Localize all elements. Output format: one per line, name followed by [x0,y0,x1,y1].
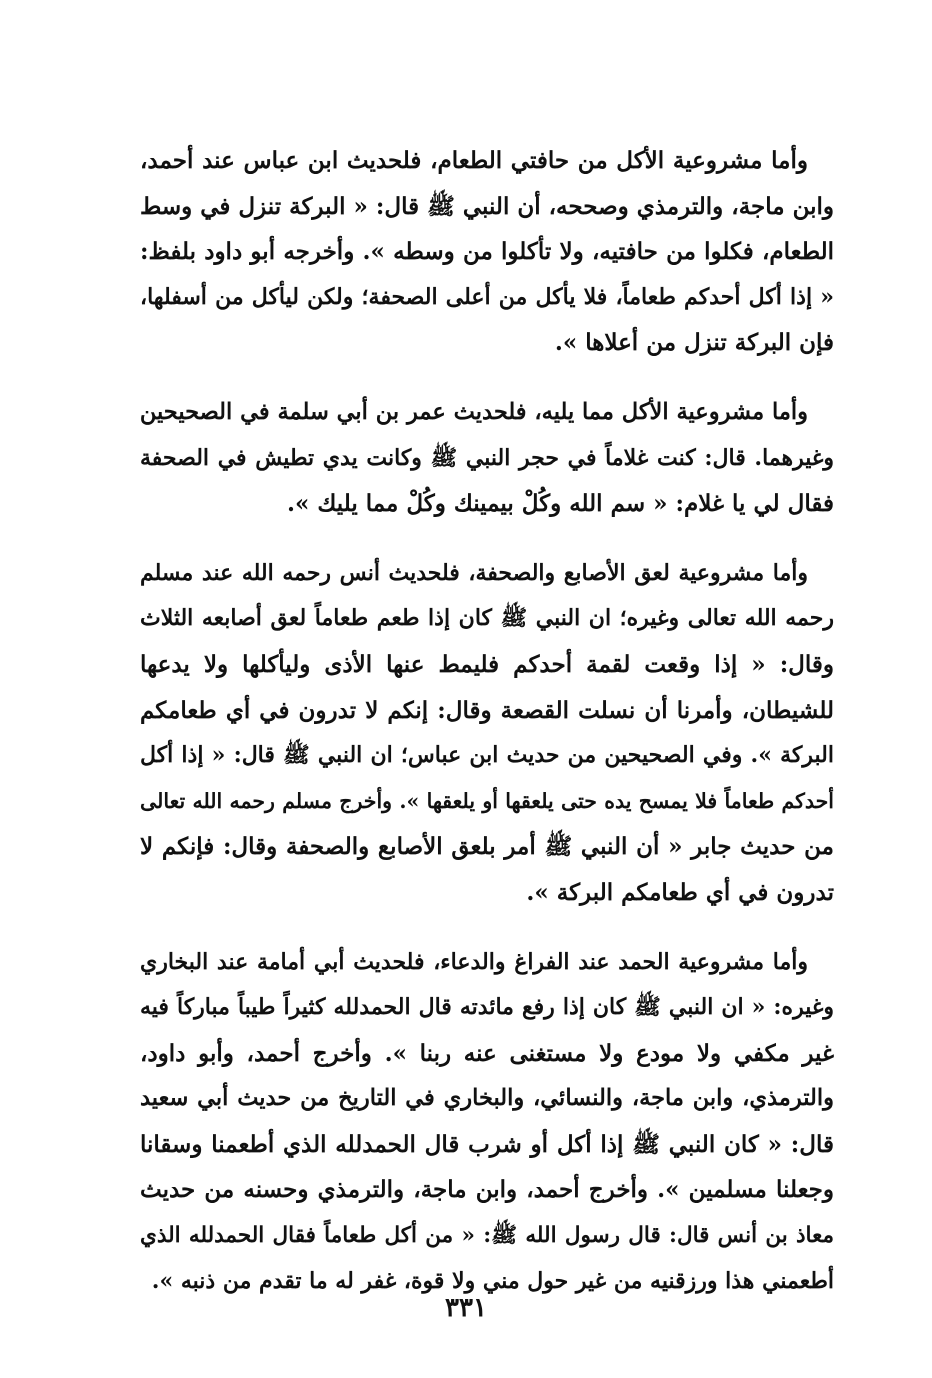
text-line: وغيره: « ان النبي ﷺ كان إذا رفع مائدته قال الحمدلله كثيراً طيباً مباركاً فيه [140,994,834,1021]
paragraph-licking-fingers [140,551,834,916]
page-number: ٣٣١ [445,1293,487,1323]
text-line: رحمه الله تعالى وغيره؛ ان النبي ﷺ كان إذا طعم طعاماً لعق أصابعه الثلاث [140,605,834,632]
text-line: وقال: « إذا وقعت لقمة أحدكم فليمط عنها الأذى وليأكلها ولا يدعها [140,650,834,678]
text-line: وأما مشروعية لعق الأصابع والصحفة، فلحديث أنس رحمه الله عند مسلم [140,559,808,586]
text-line: وأما مشروعية الأكل مما يليه، فلحديث عمر بن أبي سلمة في الصحيحين [139,398,808,425]
text-line: « إذا أكل أحدكم طعاماً، فلا يأكل من أعلى الصحفة؛ ولكن ليأكل من أسفلها، [140,283,834,310]
text-line: البركة ». وفي الصحيحين من حديث ابن عباس؛ ان النبي ﷺ قال: « إذا أكل [140,742,834,769]
text-line: تدرون في أي طعامكم البركة ». [526,878,834,906]
text-line: وغيرهما. قال: كنت غلاماً في حجر النبي ﷺ وكانت يدي تطيش في الصحفة [140,444,834,471]
text-line: غير مكفي ولا مودع ولا مستغنى عنه ربنا ». وأخرج أحمد، وأبو داود، [140,1039,834,1067]
text-line: وأما مشروعية الحمد عند الفراغ والدعاء، فلحديث أبي أمامة عند البخاري [140,948,808,975]
text-line: وابن ماجة، والترمذي وصححه، أن النبي ﷺ قال: « البركة تنزل في وسط [140,192,834,220]
text-line: معاذ بن أنس قال: قال رسول الله ﷺ: « من أكل طعاماً فقال الحمدلله الذي [140,1223,834,1249]
text-line: والترمذي، وابن ماجة، والنسائي، والبخاري في التاريخ من حديث أبي سعيد [140,1085,834,1112]
text-line: قال: « كان النبي ﷺ إذا أكل أو شرب قال الحمدلله الذي أطعمنا وسقانا [140,1130,834,1158]
text-line: أحدكم طعاماً فلا يمسح يده حتى يلعقها أو يلعقها ». وأخرج مسلم رحمه الله تعالى [140,788,834,813]
text-line: فقال لي يا غلام: « سم الله وكُلْ بيمينك وكُلْ مما يليك ». [286,490,834,518]
text-line: فإن البركة تنزل من أعلاها ». [554,329,834,357]
text-line: الطعام، فكلوا من حافتيه، ولا تأكلوا من وسطه ». وأخرجه أبو داود بلفظ: [140,238,834,266]
paragraph-eating-from-edges [140,138,834,366]
text-line: للشيطان، وأمرنا أن نسلت القصعة وقال: إنكم لا تدرون في أي طعامكم [140,696,834,724]
text-line: أطعمني هذا ورزقنيه من غير حول مني ولا قوة، غفر له ما تقدم من ذنبه ». [151,1267,834,1294]
text-line: وجعلنا مسلمين ». وأخرج أحمد، وابن ماجة، والترمذي وحسنه من حديث [140,1176,834,1204]
paragraph-eating-what-is-near [140,390,834,527]
text-line: وأما مشروعية الأكل من حافتي الطعام، فلحديث ابن عباس عند أحمد، [140,147,808,174]
text-line: من حديث جابر « أن النبي ﷺ أمر بلعق الأصابع والصحفة وقال: فإنكم لا [140,833,834,861]
page-body [140,138,834,1328]
paragraph-praise-after-eating [140,940,834,1305]
